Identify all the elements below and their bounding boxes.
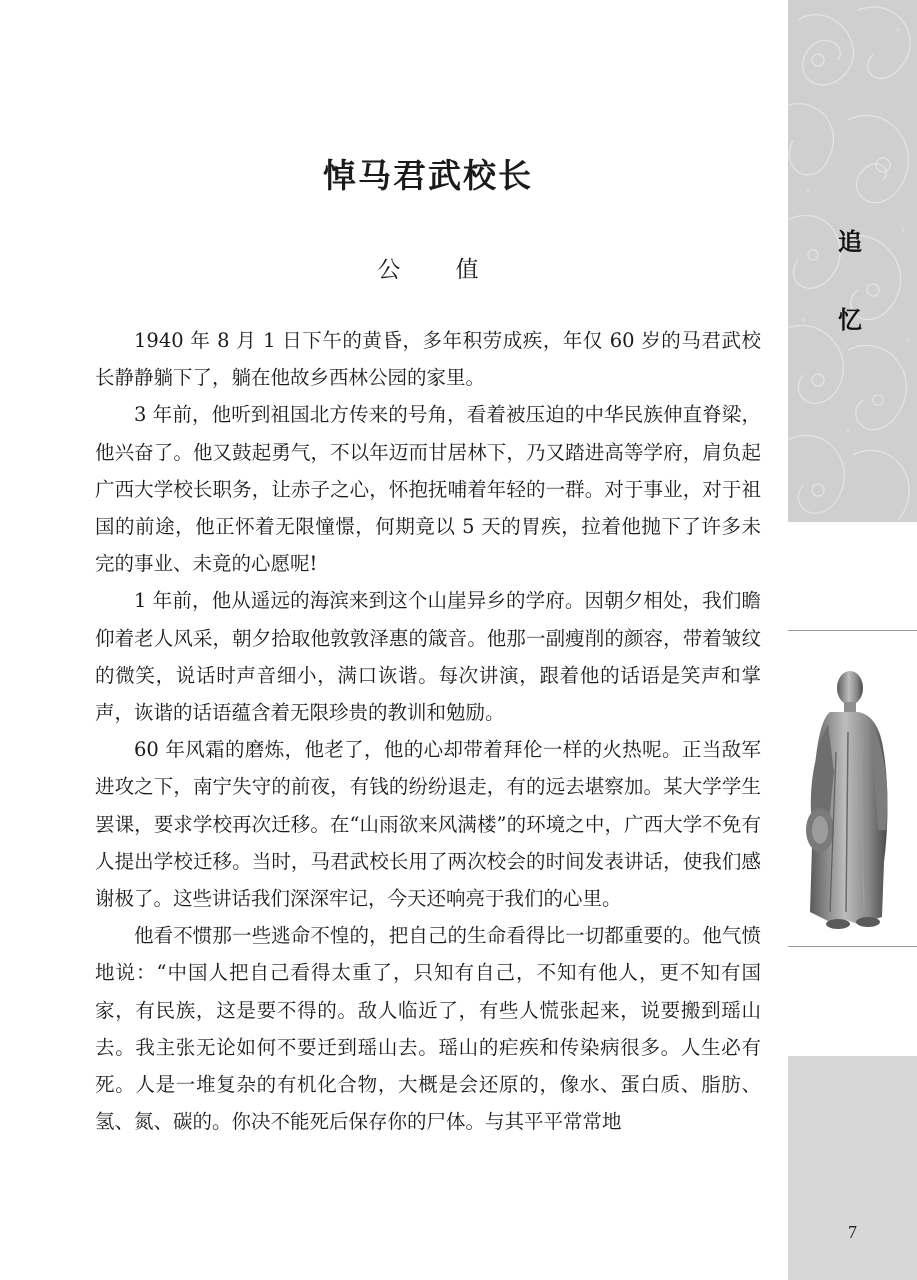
divider	[788, 630, 917, 631]
section-char-2: 忆	[838, 305, 862, 334]
article-body	[95, 322, 761, 1140]
paragraph: 3 年前，他听到祖国北方传来的号角，看着被压迫的中华民族伸直脊梁，他兴奋了。他又鼓起勇气，不以年迈而甘居林下，乃又踏进高等学府，肩负起广西大学校长职务，让赤子之心，怀抱抚哺着年轻的一群。对于事业，对于祖国的前途，他正怀着无限憧憬，何期竟以 5 天的胃疾，拉着他抛下了许多未完的事业、未竟的心愿呢!	[95, 403, 761, 576]
paisley-pattern	[788, 0, 917, 522]
statue-image	[798, 662, 910, 934]
page-number: 7	[848, 1222, 857, 1242]
article-author: 公 值	[377, 257, 503, 283]
article-title: 悼马君武校长	[323, 156, 533, 195]
paragraph: 60 年风霜的磨炼，他老了，他的心却带着拜伦一样的火热呢。正当敌军进攻之下，南宁失守的前夜，有钱的纷纷退走，有的远去堪察加。某大学学生罢课，要求学校再次迁移。在“山雨欲来风满楼”的环境之中，广西大学不免有人提出学校迁移。当时，马君武校长用了两次校会的时间发表讲话，使我们感谢极了。这些讲话我们深深牢记，今天还响亮于我们的心里。	[95, 738, 761, 911]
paragraph: 1940 年 8 月 1 日下午的黄昏，多年积劳成疾，年仅 60 岁的马君武校长静静躺下了，躺在他故乡西林公园的家里。	[95, 329, 761, 390]
paragraph: 他看不惯那一些逃命不惶的，把自己的生命看得比一切都重要的。他气愤地说：“中国人把自己看得太重了，只知有自己，不知有他人，更不知有国家，有民族，这是要不得的。敌人临近了，有些人慌张起来，说要搬到瑶山去。我主张无论如何不要迁到瑶山去。瑶山的疟疾和传染病很多。人生必有死。人是一堆复杂的有机化合物，大概是会还原的，像水、蛋白质、脂肪、氢、氮、碳的。你决不能死后保存你的尸体。与其平平常常地	[95, 924, 761, 1134]
divider	[788, 946, 917, 947]
paragraph: 1 年前，他从遥远的海滨来到这个山崖异乡的学府。因朝夕相处，我们瞻仰着老人风采，朝夕拾取他敦敦泽惠的箴音。他那一副瘦削的颜容，带着皱纹的微笑，说话时声音细小，满口诙谐。每次讲演，跟着他的话语是笑声和掌声，诙谐的话语蕴含着无限珍贵的教训和勉励。	[95, 589, 761, 725]
section-char-1: 追	[838, 227, 862, 256]
sidebar-footer-panel	[788, 1056, 917, 1280]
sidebar-pattern-panel	[788, 0, 917, 522]
section-sidebar	[788, 0, 917, 1280]
